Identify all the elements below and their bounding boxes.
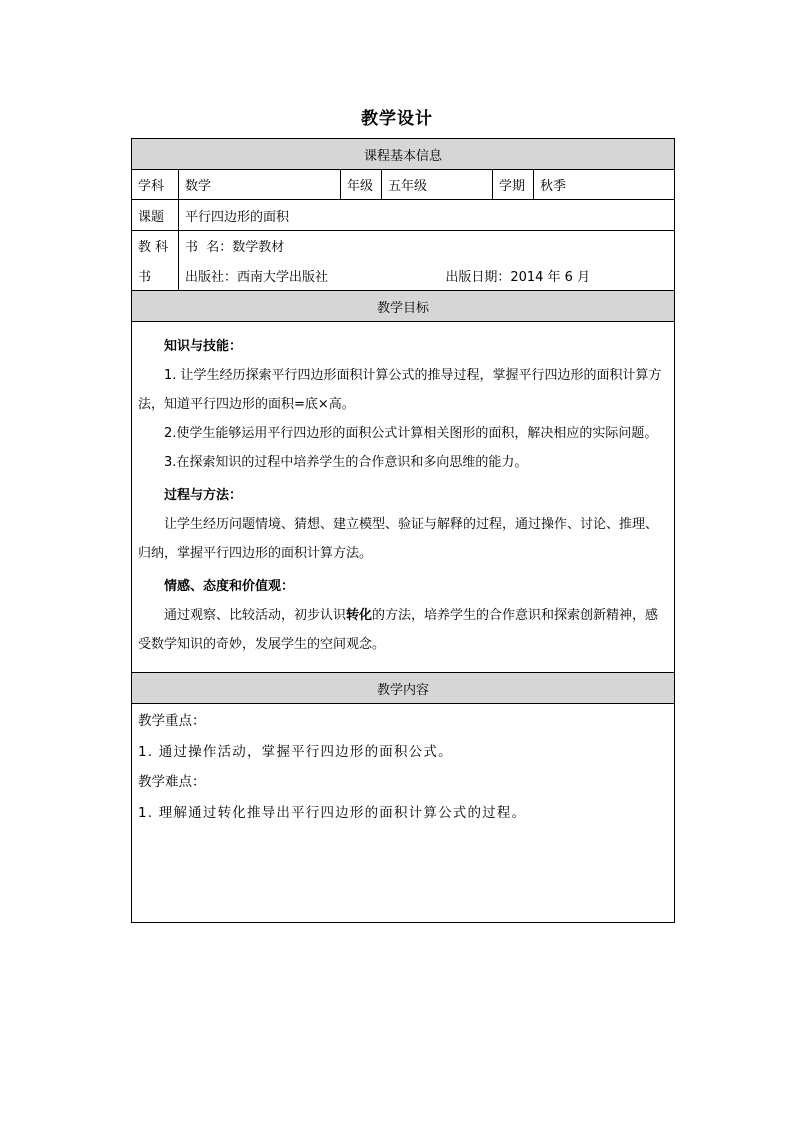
key-point-title: 教学重点： [138,713,206,729]
process-text: 让学生经历问题情境、猜想、建立模型、验证与解释的过程，通过操作、讨论、推理、归纳，掌握平行四边形的面积计算方法。 [138,517,659,561]
topic-value: 平行四边形的面积 [179,200,675,231]
emotion-text-part: 通过观察、比较活动，初步认识 [164,608,347,623]
knowledge-item: 3.在探索知识的过程中培养学生的合作意识和多向思维的能力。 [164,455,528,470]
topic-label: 课题 [132,200,179,231]
publication-date: 出版日期：2014 年 6 月 [445,269,591,285]
textbook-label-cont: 书 [132,261,179,291]
content-header: 教学内容 [132,673,675,704]
difficult-point-title: 教学难点： [138,774,206,790]
lesson-plan-table [131,138,675,923]
emotion-text-part: 的方法，培养学生的合作意识和探索创新精神，感受数学知识的奇妙，发展学生的空间观念。 [138,608,659,652]
knowledge-title: 知识与技能： [164,339,243,354]
emotion-text-emphasis: 转化 [346,608,373,623]
publisher-row [179,261,675,291]
knowledge-item: 1. 让学生经历探索平行四边形面积计算公式的推导过程，掌握平行四边形的面积计算方法，知道平行四边形的面积=底×高。 [138,368,662,412]
term-value: 秋季 [534,170,675,200]
grade-value: 五年级 [382,170,493,200]
emotion-title: 情感、态度和价值观： [164,579,295,594]
document-title: 教学设计 [361,109,433,129]
objectives-body [132,322,675,673]
content-body [132,704,675,923]
textbook-label: 教 科 [132,231,179,261]
book-name: 书 名：数学教材 [179,231,675,261]
knowledge-item: 2.使学生能够运用平行四边形的面积公式计算相关图形的面积，解决相应的实际问题。 [164,426,658,441]
subject-value: 数学 [179,170,341,200]
grade-label: 年级 [341,170,382,200]
key-point-item: 1. 通过操作活动，掌握平行四边形的面积公式。 [138,743,453,760]
publisher: 出版社：西南大学出版社 [185,269,329,285]
emotion-text [138,601,668,659]
subject-label: 学科 [132,170,179,200]
term-label: 学期 [493,170,534,200]
basic-info-header: 课程基本信息 [132,139,675,170]
process-title: 过程与方法： [164,488,243,503]
objectives-header: 教学目标 [132,291,675,322]
difficult-point-item: 1. 理解通过转化推导出平行四边形的面积计算公式的过程。 [138,804,527,821]
